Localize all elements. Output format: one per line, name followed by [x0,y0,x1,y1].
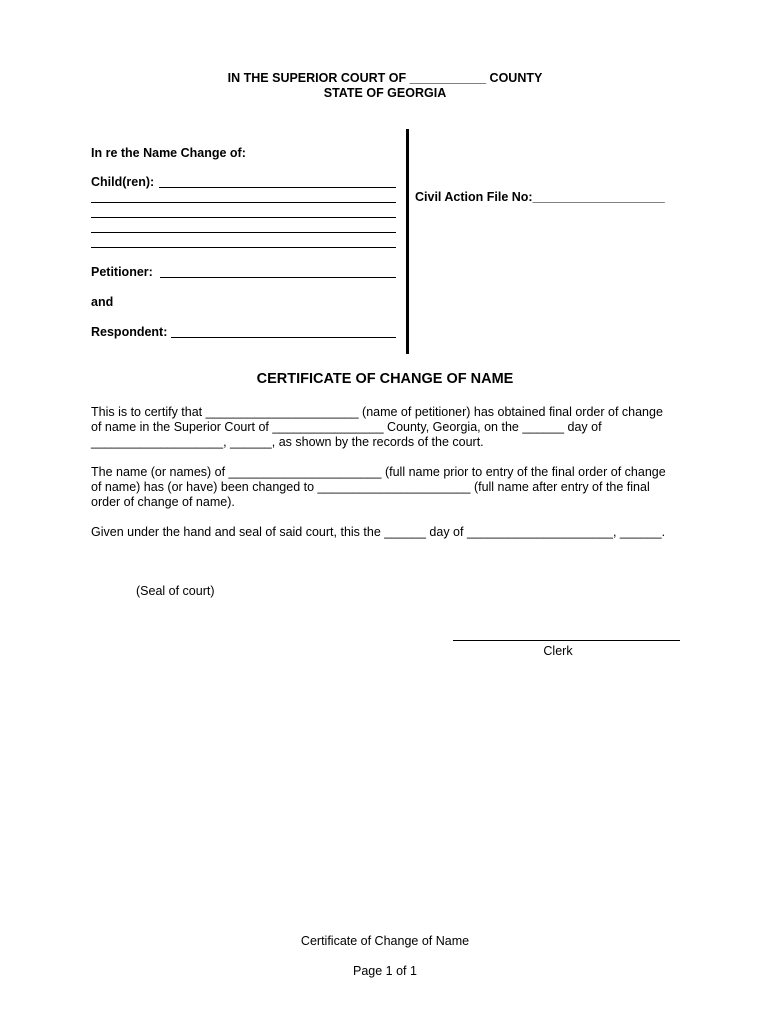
certify-paragraph: This is to certify that ______________________ (name of petitioner) has obtained final order of change of name in the Superior Court of ________________ County, Georgia, on the ______ day of ___________________, ______, as shown by the records of the court. [91,405,663,449]
civil-action-file-no: Civil Action File No:___________________ [415,190,665,204]
children-line-2 [91,202,396,203]
respondent-line [171,337,396,338]
children-label: Child(ren): [91,175,155,189]
footer-document-name: Certificate of Change of Name [300,934,470,948]
state-heading: STATE OF GEORGIA [323,86,447,100]
petitioner-label: Petitioner: [91,265,153,279]
clerk-label: Clerk [543,644,573,658]
and-label: and [91,295,114,309]
children-line-1 [159,187,396,188]
respondent-label: Respondent: [91,325,168,339]
given-under-hand-paragraph: Given under the hand and seal of said court, this the ______ day of _____________________, ______. [91,525,666,539]
name-change-paragraph: The name (or names) of ______________________ (full name prior to entry of the final order of change of name) has (or have) been changed to ______________________ (full name after entry of the final order of change of name). [91,465,666,509]
petitioner-line [160,277,396,278]
seal-of-court: (Seal of court) [136,584,215,598]
court-heading: IN THE SUPERIOR COURT OF ___________ COUNTY [227,71,543,85]
document-title: CERTIFICATE OF CHANGE OF NAME [256,371,514,387]
children-line-5 [91,247,396,248]
clerk-signature-line [453,640,680,641]
children-line-4 [91,232,396,233]
footer-page-number: Page 1 of 1 [353,964,417,978]
children-line-3 [91,217,396,218]
in-re-label: In re the Name Change of: [91,146,246,160]
caption-divider [406,129,409,354]
